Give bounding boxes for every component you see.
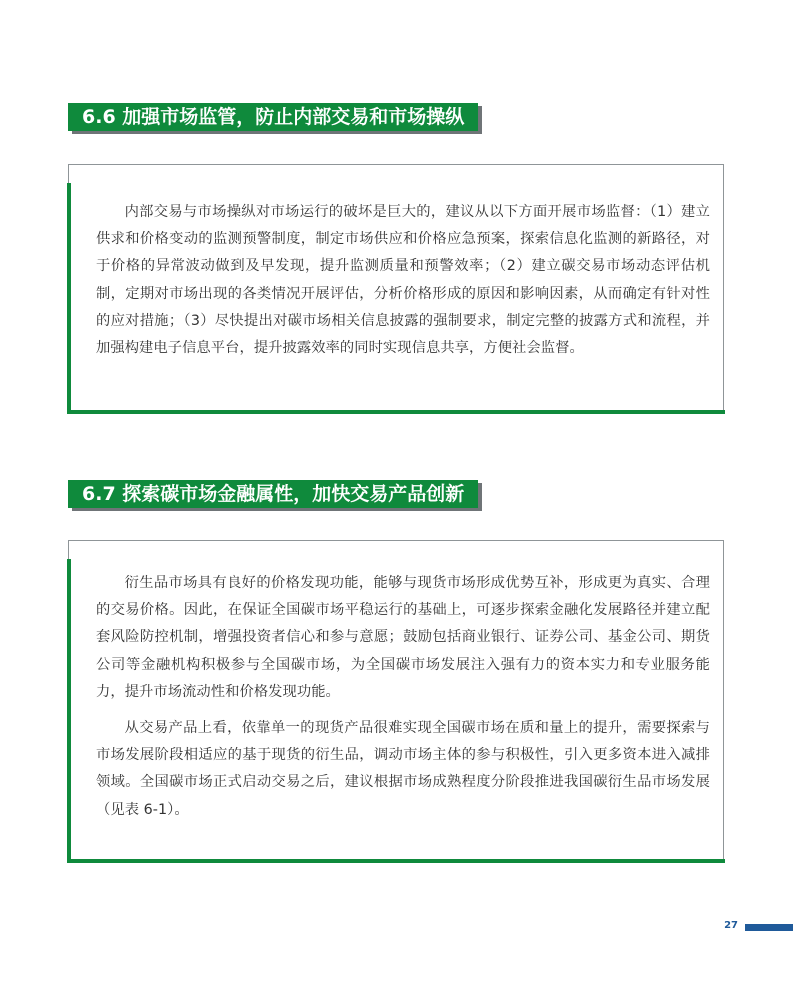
box-accent-left [67,559,71,862]
paragraph-trading-products: 从交易产品上看，依靠单一的现货产品很难实现全国碳市场在质和量上的提升，需要探索与市场发展阶段相适应的基于现货的衍生品，调动市场主体的参与积极性，引入更多资本进入减排领域。全国碳市场正式启动交易之后，建议根据市场成熟程度分阶段推进我国碳衍生品市场发展（见表 6-1）。 [96,720,710,818]
box-accent-left [67,183,71,413]
paragraph-derivatives-market: 衍生品市场具有良好的价格发现功能，能够与现货市场形成优势互补，形成更为真实、合理的交易价格。因此，在保证全国碳市场平稳运行的基础上，可逐步探索金融化发展路径并建立配套风险防控机制，增强投资者信心和参与意愿；鼓励包括商业银行、证券公司、基金公司、期货公司等金融机构积极参与全国碳市场，为全国碳市场发展注入强有力的资本实力和专业服务能力，提升市场流动性和价格发现功能。 [96,575,710,700]
section-heading-6-6: 6.6 加强市场监管，防止内部交易和市场操纵 [68,103,478,131]
page-number-bar [745,924,793,931]
page-number: 27 [724,920,738,931]
section-box-6-6 [68,164,724,412]
box-accent-bottom [67,410,725,414]
section-box-6-7 [68,540,724,861]
paragraph-market-supervision: 内部交易与市场操纵对市场运行的破坏是巨大的，建议从以下方面开展市场监督：（1）建立供求和价格变动的监测预警制度，制定市场供应和价格应急预案，探索信息化监测的新路径，对于价格的异常波动做到及早发现，提升监测质量和预警效率；（2）建立碳交易市场动态评估机制，定期对市场出现的各类情况开展评估，分析价格形成的原因和影响因素，从而确定有针对性的应对措施；（3）尽快提出对碳市场相关信息披露的强制要求，制定完整的披露方式和流程，并加强构建电子信息平台，提升披露效率的同时实现信息共享，方便社会监督。 [96,204,710,357]
box-accent-bottom [67,859,725,863]
section-heading-6-7: 6.7 探索碳市场金融属性，加快交易产品创新 [68,480,478,508]
